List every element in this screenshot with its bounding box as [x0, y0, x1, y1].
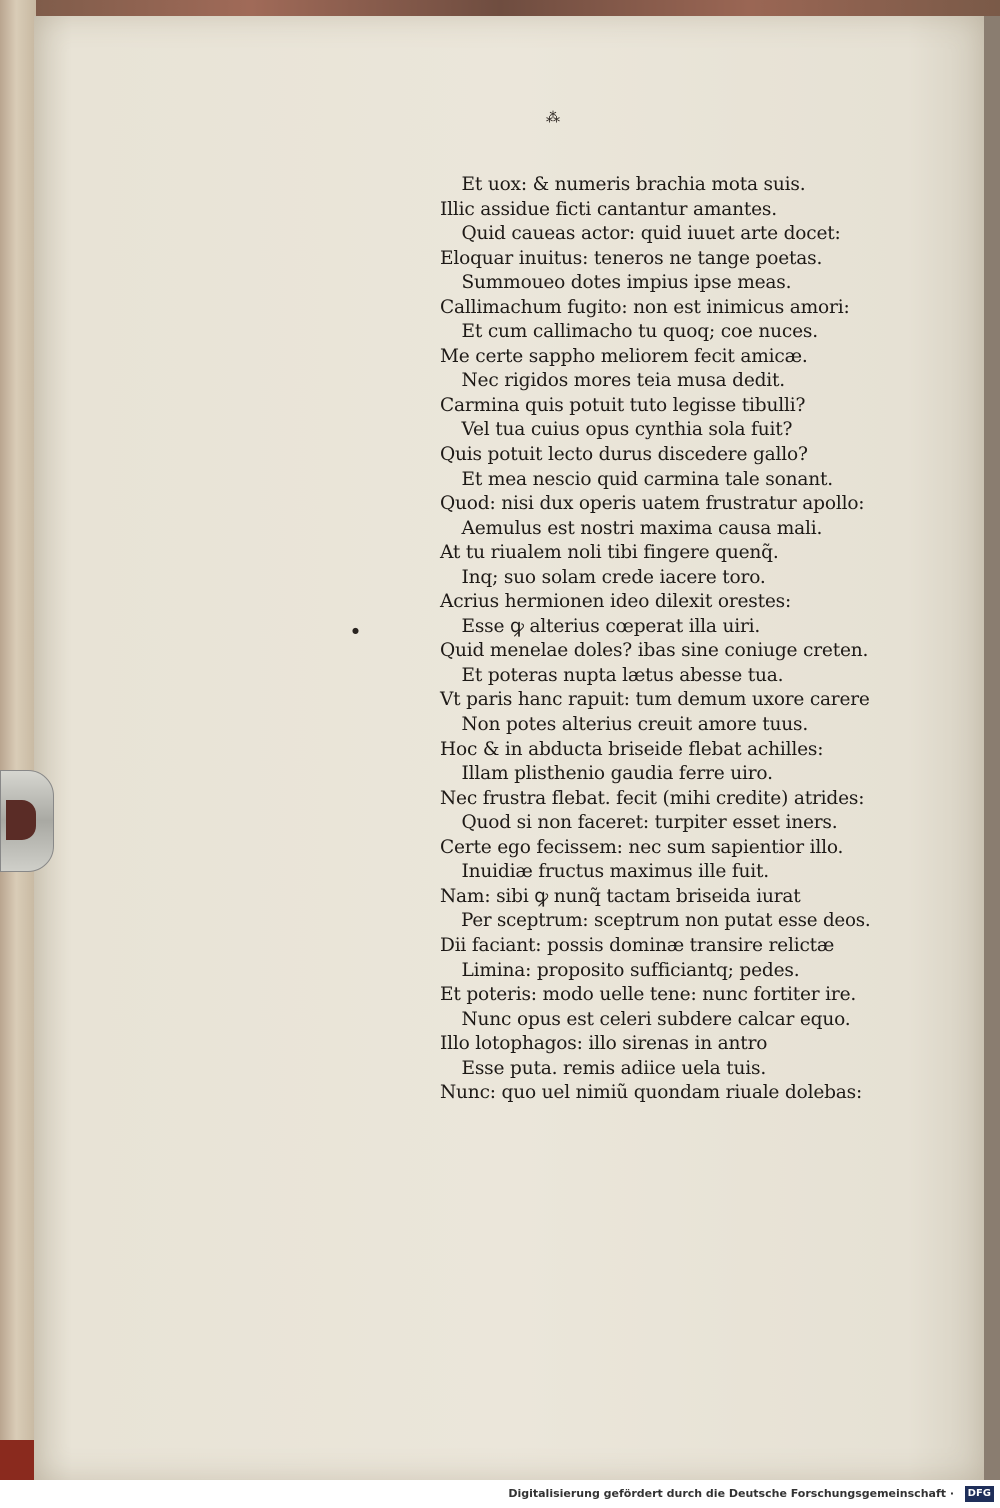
- verse-line: Quid caueas actor: quid iuuet arte docet:: [461, 222, 841, 245]
- verse-line: Inq; suo solam crede iacere toro.: [461, 565, 766, 588]
- verse-line: Nec rigidos mores teia musa dedit.: [461, 369, 786, 392]
- verse-line: Eloquar inuitus: teneros ne tange poetas.: [440, 246, 823, 269]
- clasp-inner-icon: [6, 800, 36, 840]
- verse-line: Et cum callimacho tu quoq; coe nuces.: [461, 320, 818, 343]
- verse-line: Quid menelae doles? ibas sine coniuge creten.: [440, 639, 869, 662]
- verse-line: Summoueo dotes impius ipse meas.: [461, 271, 792, 294]
- verse-line: Esse ꝙ alterius cœperat illa uiri.: [461, 614, 761, 637]
- verse-text-block: [440, 172, 880, 1105]
- verse-line: Limina: proposito sufficiantq; pedes.: [461, 958, 800, 981]
- verse-line: Quod: nisi dux operis uatem frustratur apollo:: [440, 492, 865, 515]
- verse-line: Me certe sappho meliorem fecit amicæ.: [440, 344, 808, 367]
- dfg-logo-icon: DFG: [965, 1486, 994, 1502]
- verse-line: Certe ego fecissem: nec sum sapientior illo.: [440, 835, 844, 858]
- verse-line: Vel tua cuius opus cynthia sola fuit?: [461, 418, 793, 441]
- verse-line: Illo lotophagos: illo sirenas in antro: [440, 1032, 768, 1055]
- ink-dot-icon: ●: [352, 626, 359, 635]
- verse-line: Et poteris: modo uelle tene: nunc fortiter ire.: [440, 983, 857, 1006]
- verse-line: Nam: sibi ꝙ nunq̃ tactam briseida iurat: [440, 884, 801, 907]
- page-stack-edge: [0, 1440, 36, 1480]
- verse-line: Nunc: quo uel nimiũ quondam riuale dolebas:: [440, 1081, 863, 1104]
- verse-line: Dii faciant: possis dominæ transire relictæ: [440, 933, 835, 956]
- verse-line: Acrius hermionen ideo dilexit orestes:: [440, 590, 792, 613]
- verse-line: At tu riualem noli tibi fingere quenq̃.: [440, 541, 779, 564]
- book-right-edge: [984, 16, 1000, 1480]
- ink-smudge-icon: ⁂: [546, 110, 560, 126]
- verse-line: Illam plisthenio gaudia ferre uiro.: [461, 762, 773, 785]
- verse-line: Et poteras nupta lætus abesse tua.: [461, 663, 784, 686]
- book-spine: [0, 0, 36, 1480]
- verse-line: Carmina quis potuit tuto legisse tibulli?: [440, 393, 806, 416]
- verse-line: Aemulus est nostri maxima causa mali.: [461, 516, 823, 539]
- verse-line: Nec frustra flebat. fecit (mihi credite) atrides:: [440, 786, 865, 809]
- verse-line: Callimachum fugito: non est inimicus amori:: [440, 295, 850, 318]
- verse-line: Hoc & in abducta briseide flebat achilles:: [440, 737, 824, 760]
- verse-line: Et uox: & numeris brachia mota suis.: [461, 173, 806, 195]
- verse-line: Quis potuit lecto durus discedere gallo?: [440, 443, 808, 466]
- verse-line: Et mea nescio quid carmina tale sonant.: [461, 467, 833, 490]
- verse-line: Esse puta. remis adiice uela tuis.: [461, 1056, 767, 1079]
- verse-line: Quod si non faceret: turpiter esset iners.: [461, 811, 838, 834]
- verse-line: Vt paris hanc rapuit: tum demum uxore carere: [440, 688, 870, 711]
- verse-line: Illic assidue ficti cantantur amantes.: [440, 197, 777, 220]
- footer-credit: Digitalisierung gefördert durch die Deutsche Forschungsgemeinschaft ·: [508, 1487, 954, 1500]
- digitization-footer: [0, 1480, 1000, 1508]
- verse-line: Inuidiæ fructus maximus ille fuit.: [461, 860, 770, 883]
- verse-line: Nunc opus est celeri subdere calcar equo.: [461, 1007, 851, 1030]
- verse-line: Per sceptrum: sceptrum non putat esse deos.: [461, 909, 871, 932]
- verse-line: Non potes alterius creuit amore tuus.: [461, 713, 809, 736]
